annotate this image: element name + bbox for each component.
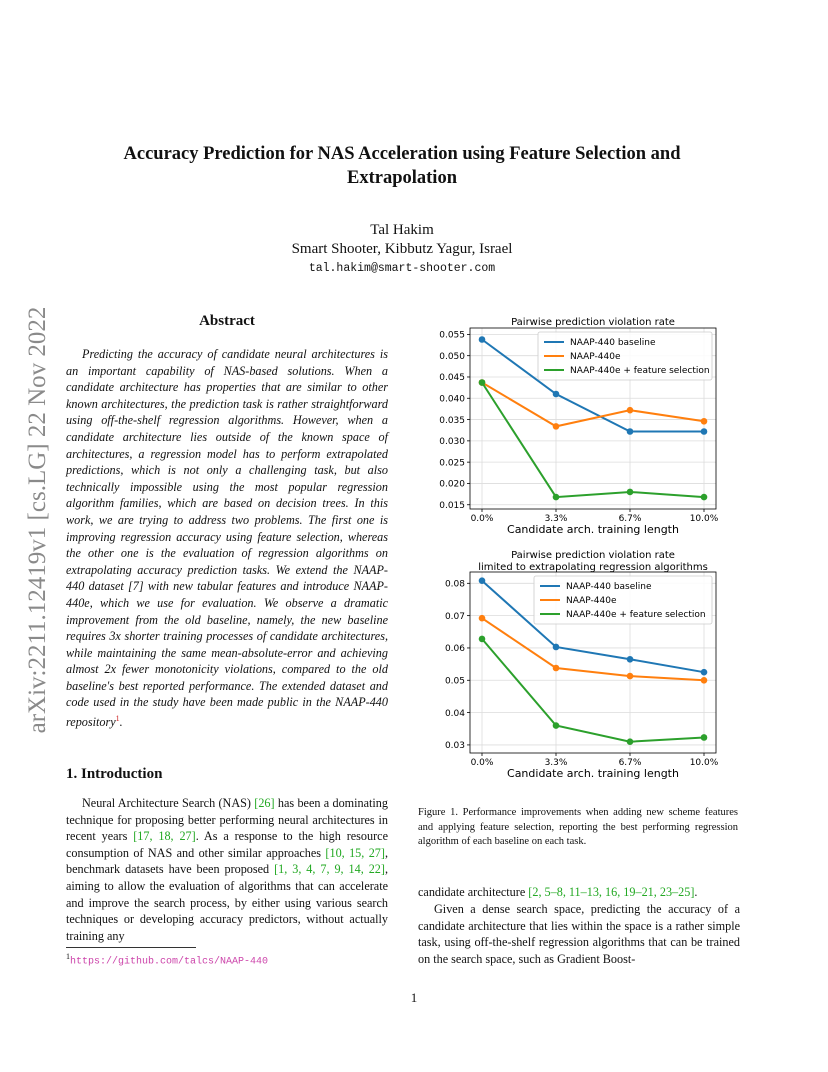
x-tick-label: 10.0%: [689, 758, 719, 768]
abstract-body: Predicting the accuracy of candidate neural architectures is an important capability of NAS-based solutions. When a candidate architecture has properties that are similar to other known architectures, the prediction task is rather straightforward using off-the-shelf regression algorithms. However, when a candidate architecture lies outside of the known space of architectures, a regression model has to perform extrapolated predictions, which is not only a challenging task, but also technically impossible using the most popular regression algorithm families, which are based on decision trees. In this work, we are trying to address two problems. The first one is improving regression accuracy using feature selection, whereas the other one is the evaluation of regression algorithms on extrapolating accuracy prediction tasks. We extend the NAAP-440 dataset [7] with new tabular features and introduce NAAP-440e, which we use for evaluation. We observe a dramatic improvement from the old baseline, namely, the new baseline requires 3x shorter training processes of candidate architectures, while maintaining the same mean-absolute-error and achieving almost 2x fewer monotonicity violations, compared to the old baseline's best reported performance. The extended dataset and code used in the study have been made public in the NAAP-440 repository$^1$.: [66, 347, 388, 730]
x-tick-label: 0.0%: [470, 514, 494, 524]
citation-link[interactable]: [17, 18, 27]: [133, 829, 196, 844]
data-point: [627, 673, 634, 680]
y-tick-label: 0.025: [439, 458, 465, 469]
data-point: [627, 489, 634, 496]
y-tick-label: 0.07: [444, 611, 465, 622]
right-paragraph-1: candidate architecture [2, 5–8, 11–13, 16, 19–21, 23–25].: [418, 885, 698, 899]
data-point: [553, 644, 560, 651]
y-tick-label: 0.040: [439, 394, 465, 405]
y-tick-label: 0.04: [444, 708, 465, 719]
data-point: [479, 636, 486, 643]
data-point: [553, 423, 560, 430]
figure-caption: Figure 1. Performance improvements when adding new scheme features and applying feature selection, reporting the best performing regression algorithm of each baseline on each task.: [418, 807, 738, 847]
y-tick-label: 0.015: [439, 500, 465, 511]
x-tick-label: 10.0%: [689, 514, 719, 524]
section-heading-introduction: 1. Introduction: [66, 766, 163, 782]
y-tick-label: 0.03: [444, 741, 465, 752]
page-number: 1: [410, 990, 418, 1005]
intro-paragraph: Neural Architecture Search (NAS) [26] has been a dominating technique for proposing better performing neural architectures in recent years [17, 18, 27]. As a response to the high resource consumption of NAS and other similar approaches [10, 15, 27], benchmark datasets have been proposed [1, 3, 4, 7, 9, 14, 22], aiming to allow the evaluation of algorithms that can accelerate and improve the search process, by either using various search techniques or developing accuracy predictors, without actually training any: [66, 796, 388, 943]
footnote: [66, 952, 268, 967]
series-line: [482, 639, 704, 742]
arxiv-stamp: arXiv:2211.12419v1 [cs.LG] 22 Nov 2022: [24, 306, 51, 734]
x-tick-label: 3.3%: [544, 514, 568, 524]
author-name: Tal Hakim: [370, 222, 434, 238]
chart-violation-rate: [418, 312, 748, 540]
data-point: [553, 391, 560, 398]
data-point: [701, 669, 708, 676]
data-point: [479, 379, 486, 386]
paper-title: [90, 142, 714, 190]
legend-entry: NAAP-440e + feature selection: [570, 366, 710, 377]
x-tick-label: 6.7%: [618, 514, 642, 524]
abstract-heading: Abstract: [199, 313, 255, 329]
footnote-divider: [66, 947, 196, 948]
data-point: [701, 494, 708, 501]
x-tick-label: 3.3%: [544, 758, 568, 768]
legend-entry: NAAP-440 baseline: [566, 582, 652, 593]
x-axis-label: Candidate arch. training length: [507, 523, 679, 536]
y-tick-label: 0.055: [439, 330, 465, 341]
citation-link[interactable]: [2, 5–8, 11–13, 16, 19–21, 23–25]: [528, 885, 695, 899]
chart-title: Pairwise prediction violation rate: [511, 550, 675, 561]
data-point: [701, 677, 708, 684]
y-tick-label: 0.06: [444, 644, 465, 655]
data-point: [701, 734, 708, 741]
data-point: [627, 428, 634, 435]
x-tick-label: 6.7%: [618, 758, 642, 768]
data-point: [479, 577, 486, 584]
data-point: [701, 428, 708, 435]
data-point: [553, 494, 560, 501]
footnote-url-link[interactable]: https://github.com/talcs/NAAP-440: [70, 956, 269, 968]
x-tick-label: 0.0%: [470, 758, 494, 768]
y-tick-label: 0.050: [439, 351, 465, 362]
chart-title: Pairwise prediction violation rate: [511, 317, 675, 328]
series-line: [482, 383, 704, 498]
y-tick-label: 0.020: [439, 479, 465, 490]
author-email: tal.hakim@smart-shooter.com: [308, 262, 496, 275]
data-point: [701, 418, 708, 425]
citation-link[interactable]: [1, 3, 4, 7, 9, 14, 22]: [274, 862, 385, 877]
data-point: [479, 336, 486, 343]
data-point: [627, 656, 634, 663]
data-point: [553, 722, 560, 729]
series-line: [482, 618, 704, 680]
abstract-footnote-mark[interactable]: 1: [115, 714, 120, 724]
footnote-mark: 1: [66, 952, 70, 961]
title-line-2: Extrapolation: [347, 168, 457, 188]
right-paragraph-2: Given a dense search space, predicting the accuracy of a candidate architecture that lies within the space is a rather simple task, using off-the-shelf regression algorithms that can be trained on the search space, such as Gradient Boost-: [418, 902, 740, 966]
title-line-1: Accuracy Prediction for NAS Acceleration using Feature Selection and: [123, 144, 681, 164]
data-point: [479, 615, 486, 622]
citation-link[interactable]: [26]: [254, 796, 275, 810]
chart-subtitle: limited to extrapolating regression algorithms: [478, 562, 708, 573]
data-point: [627, 407, 634, 414]
legend-entry: NAAP-440 baseline: [570, 338, 656, 349]
data-point: [627, 738, 634, 745]
y-tick-label: 0.08: [444, 579, 465, 590]
author-affiliation: Smart Shooter, Kibbutz Yagur, Israel: [291, 241, 513, 257]
legend-entry: NAAP-440e: [570, 352, 621, 363]
legend-entry: NAAP-440e + feature selection: [566, 610, 706, 621]
x-axis-label: Candidate arch. training length: [507, 767, 679, 780]
y-tick-label: 0.045: [439, 373, 465, 384]
data-point: [553, 665, 560, 672]
y-tick-label: 0.035: [439, 415, 465, 426]
y-tick-label: 0.05: [444, 676, 465, 687]
y-tick-label: 0.030: [439, 437, 465, 448]
chart-violation-rate-extrapolating: [418, 548, 748, 788]
legend-entry: NAAP-440e: [566, 596, 617, 607]
citation-link[interactable]: [10, 15, 27]: [325, 845, 385, 860]
